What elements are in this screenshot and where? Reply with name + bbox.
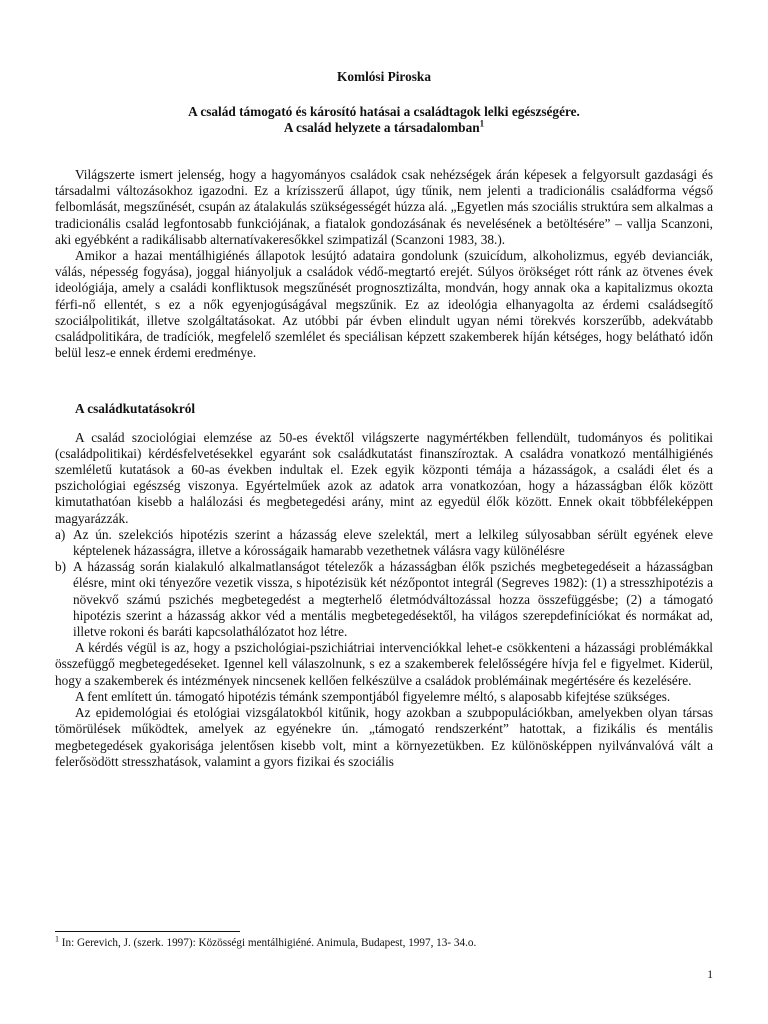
title-line-1: A család támogató és károsító hatásai a családtagok lelki egészségére. bbox=[188, 104, 580, 119]
spacer bbox=[55, 361, 713, 401]
title-line-2-text: A család helyzete a társadalomban bbox=[283, 120, 480, 135]
list-marker: b) bbox=[55, 559, 67, 575]
list-item-text: A házasság során kialakuló alkalmatlanságot tételezők a házasságban élők pszichés megbetegedéseit a házasságban élésre, mint oki tényezőre vezetik vissza, s hipotézisük két nézőpontot integrál (Segreves 1982): (1) a stresszhipotézis a növekvő számú pszichés megbetegedést a megterhelő életmódváltozással hozza összefüggésbe; (2) a támogató hipotézis szerint a házasság akkor véd a mentális megbetegedésektől, ha világos szerepdefiníciókat és normákat ad, illetve rokoni és baráti kapcsolathálózatot hoz létre. bbox=[73, 559, 713, 640]
document-body bbox=[55, 167, 713, 770]
intro-paragraph-2: Amikor a hazai mentálhigiénés állapotok lesújtó adataira gondolunk (szuicídum, alkoholizmus, egyéb devianciák, válás, népesség fogyása), joggal hiányoljuk a családok védő-megtartó erejét. Súlyos örökséget rótt ránk az ötvenes évek ideológiája, amely a családi konfliktusok megszűnését prognosztizálta, mondván, hogy annak oka a kapitalizmus okozta férfi-nő ellentét, s ez a nők egyenjogúságával megszűnik. Ez az ideológia elhanyagolta az érdemi családsegítő szociálpolitikát, illetve szolgáltatásokat. Az utóbbi pár évben elindult ugyan némi törekvés korszerűbb, adekvátabb családpolitikára, de tradíciók, megfelelő szemlélet és speciálisan képzett szakemberek híján kétséges, hogy belátható időn belül lesz-e ennek érdemi eredménye. bbox=[55, 248, 713, 361]
section-intro-paragraph: A család szociológiai elemzése az 50-es évektől világszerte nagymértékben fellendült, tudományos és politikai (családpolitikai) kérdésfelvetésekkel egyaránt sok családkutatást finanszíroztak. A családra vonatkozó mentálhigiénés szemléletű kutatások a 60-as években indultak el. Ezek egyik központi témája a házasságok, a családi élet és a pszichológiai egészség viszonya. Egyértelműek azok az adatok arra vonatkozóan, hogy a házasságban élők között kimutathatóan kisebb a halálozási és megbetegedési arány, mint az egyedül élők között. Ennek okait többféleképpen magyarázzák. bbox=[55, 429, 713, 526]
list-marker: a) bbox=[55, 526, 66, 542]
list-item-b bbox=[55, 559, 713, 640]
section-paragraph-2: A fent említett ún. támogató hipotézis témánk szempontjából figyelemre méltó, s alaposabb kifejtése szükséges. bbox=[75, 688, 671, 704]
list-item-text: Az ún. szelekciós hipotézis szerint a házasság eleve szelektál, mert a lelkileg súlyosabban sérült egyének eleve képtelenek házasságra, illetve a kórosságaik hamarabb vezethetnek válásra vagy különélésre bbox=[73, 526, 713, 559]
spacer bbox=[55, 418, 713, 430]
intro-paragraph-1: Világszerte ismert jelenség, hogy a hagyományos családok csak nehézségek árán képesek a felgyorsult gazdasági és társadalmi változásokhoz igazodni. Ez a krízisszerű állapot, úgy tűnik, nem jelenti a tradicionális családforma végső felbomlását, megszűnését, csupán az átalakulás szükségességét húzza alá. „Egyetlen más szociális struktúra sem alkalmas a tradicionális család legfontosabb funkciójának, a fiatalok gondozásának és nevelésének a betöltésére” – vallja Scanzoni, aki egyébként a radikálisabb alternatívakeresőkkel szimpatizál (Scanzoni 1983, 38.). bbox=[55, 167, 713, 247]
footnote-text: In: Gerevich, J. (szerk. 1997): Közösségi mentálhigiéné. Animula, Budapest, 1997, 13- 34.o. bbox=[59, 937, 477, 949]
page-number: 1 bbox=[707, 969, 713, 981]
title-line-2 bbox=[0, 120, 768, 136]
title-footnote-mark: 1 bbox=[479, 118, 485, 129]
document-title bbox=[0, 104, 768, 136]
footnote-divider bbox=[55, 931, 240, 932]
author-name: Komlósi Piroska bbox=[337, 69, 431, 84]
footnote bbox=[55, 936, 715, 950]
section-paragraph-3: Az epidemológiai és etológiai vizsgálatokból kitűnik, hogy azokban a szubpopulációkban, amelyekben olyan társas tömörülések működtek, amelyek az egyénekre ún. „támogató rendszerként” hatottak, a fizikális és mentális megbetegedések gyakorisága jelentősen kisebb volt, mint a környezetükben. Ez különösképpen nyilvánvalóvá vált a felerősödött stresszhatások, valamint a gyors fizikai és szociális bbox=[55, 705, 713, 769]
list-item-a bbox=[55, 527, 713, 559]
section-paragraph-1: A kérdés végül is az, hogy a pszichológiai-pszichiátriai intervenciókkal lehet-e csökkenteni a házassági problémákkal összefüggő megbetegedéseket. Igennel kell válaszolnunk, s ez a szakemberek felelősségére hívja fel e figyelmet. Kiderül, hogy a szakemberek és intézmények nincsenek kellően felkészülve a családok problémáinak megértésére és kezelésére. bbox=[55, 640, 713, 688]
section-heading: A családkutatásokról bbox=[75, 401, 196, 417]
footnote-mark: 1 bbox=[55, 934, 59, 944]
